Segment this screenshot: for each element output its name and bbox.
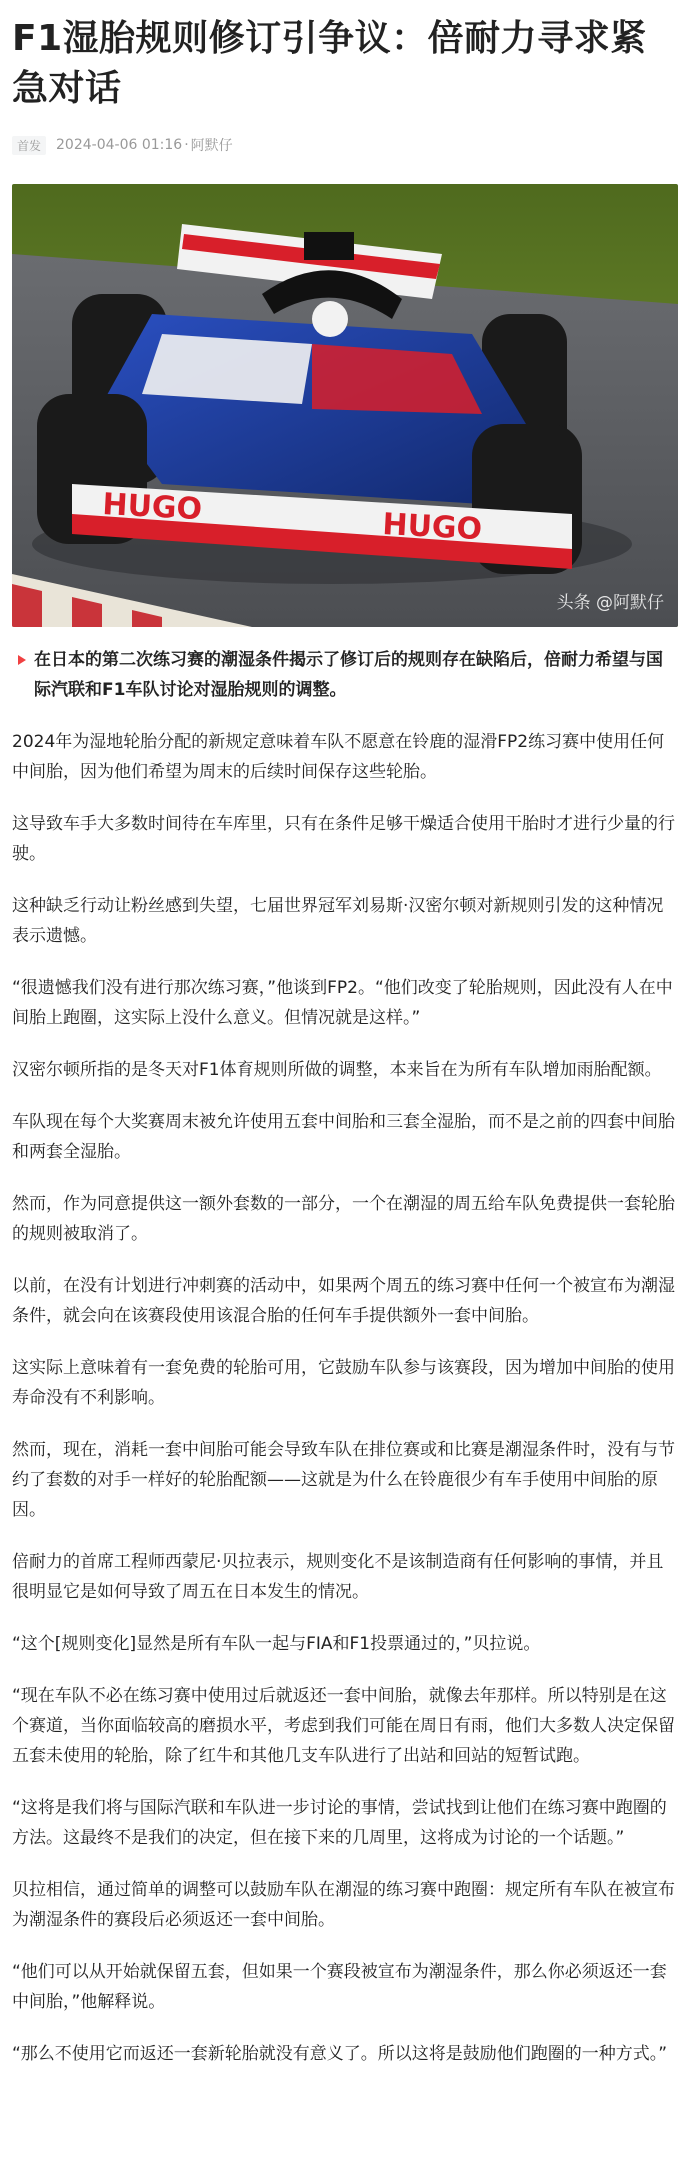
body-paragraph: 这导致车手大多数时间待在车库里，只有在条件足够干燥适合使用干胎时才进行少量的行驶。 xyxy=(12,814,675,864)
body-paragraph: “那么不使用它而返还一套新轮胎就没有意义了。所以这将是鼓励他们跑圈的一种方式。” xyxy=(12,2044,668,2064)
article-meta xyxy=(12,132,678,158)
first-publish-badge: 首发 xyxy=(12,136,46,155)
livery-text-right: HUGO xyxy=(381,507,483,548)
body-paragraph: 然而，作为同意提供这一额外套数的一部分，一个在潮湿的周五给车队免费提供一套轮胎的规则被取消了。 xyxy=(12,1194,675,1244)
body-paragraph: 倍耐力的首席工程师西蒙尼·贝拉表示，规则变化不是该制造商有任何影响的事情，并且很明显它是如何导致了周五在日本发生的情况。 xyxy=(12,1552,664,1602)
body-paragraph: “这个[规则变化]显然是所有车队一起与FIA和F1投票通过的，”贝拉说。 xyxy=(12,1634,541,1654)
body-paragraph: “现在车队不必在练习赛中使用过后就返还一套中间胎，就像去年那样。所以特别是在这个赛道，当你面临较高的磨损水平，考虑到我们可能在周日有雨，他们大多数人决定保留五套未使用的轮胎，除了红牛和其他几支车队进行了出站和回站的短暂试跑。 xyxy=(12,1686,675,1766)
body-paragraph: 车队现在每个大奖赛周末被允许使用五套中间胎和三套全湿胎，而不是之前的四套中间胎和两套全湿胎。 xyxy=(12,1112,675,1162)
f1-car-photo xyxy=(12,184,678,627)
body-paragraph: “这将是我们将与国际汽联和车队进一步讨论的事情，尝试找到让他们在练习赛中跑圈的方法。这最终不是我们的决定，但在接下来的几周里，这将成为讨论的一个话题。” xyxy=(12,1798,667,1848)
body-paragraph: 然而，现在，消耗一套中间胎可能会导致车队在排位赛或和比赛是潮湿条件时，没有与节约了套数的对手一样好的轮胎配额——这就是为什么在铃鹿很少有车手使用中间胎的原因。 xyxy=(12,1440,675,1520)
body-paragraph: 以前，在没有计划进行冲刺赛的活动中，如果两个周五的练习赛中任何一个被宣布为潮湿条件，就会向在该赛段使用该混合胎的任何车手提供额外一套中间胎。 xyxy=(12,1276,675,1326)
body-paragraph: “他们可以从开始就保留五套，但如果一个赛段被宣布为潮湿条件，那么你必须返还一套中间胎，”他解释说。 xyxy=(12,1962,667,2012)
body-paragraph: “很遗憾我们没有进行那次练习赛，”他谈到FP2。“他们改变了轮胎规则，因此没有人在中间胎上跑圈，这实际上没什么意义。但情况就是这样。” xyxy=(12,978,673,1028)
image-watermark: 头条 @阿默仔 xyxy=(556,593,664,613)
body-paragraph: 这种缺乏行动让粉丝感到失望，七届世界冠军刘易斯·汉密尔顿对新规则引发的这种情况表示遗憾。 xyxy=(12,896,664,946)
hero-image[interactable] xyxy=(12,184,678,627)
driver-helmet xyxy=(312,301,348,337)
body-paragraph: 汉密尔顿所指的是冬天对F1体育规则所做的调整，本来旨在为所有车队增加雨胎配额。 xyxy=(12,1060,662,1080)
body-paragraph: 贝拉相信，通过简单的调整可以鼓励车队在潮湿的练习赛中跑圈：规定所有车队在被宣布为潮湿条件的赛段后必须返还一套中间胎。 xyxy=(12,1880,675,1930)
publish-date: 2024-04-06 01:16 xyxy=(56,137,183,153)
livery-text-left: HUGO xyxy=(101,487,203,528)
article-title: F1湿胎规则修订引争议：倍耐力寻求紧急对话 xyxy=(12,18,647,109)
author-link[interactable]: 阿默仔 xyxy=(190,138,233,154)
article-body xyxy=(12,727,678,2069)
meta-separator: · xyxy=(184,137,189,153)
body-paragraph: 2024年为湿地轮胎分配的新规定意味着车队不愿意在铃鹿的湿滑FP2练习赛中使用任何中间胎，因为他们希望为周末的后续时间保存这些轮胎。 xyxy=(12,732,665,782)
body-paragraph: 这实际上意味着有一套免费的轮胎可用，它鼓励车队参与该赛段，因为增加中间胎的使用寿命没有不利影响。 xyxy=(12,1358,675,1408)
airbox xyxy=(304,232,354,260)
lead-marker-icon xyxy=(18,655,26,665)
lead-paragraph xyxy=(12,645,678,705)
lead-text: 在日本的第二次练习赛的潮湿条件揭示了修订后的规则存在缺陷后，倍耐力希望与国际汽联和F1车队讨论对湿胎规则的调整。 xyxy=(34,650,663,700)
